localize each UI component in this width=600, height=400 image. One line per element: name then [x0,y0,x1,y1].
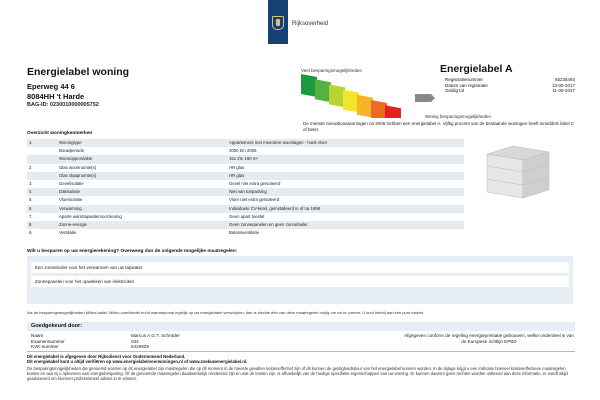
characteristic-number: 2. [29,164,33,170]
characteristic-name: Woonoppervlakte [59,156,93,162]
scale-band-d [343,90,359,113]
meta-value: 65235493 [554,77,575,82]
characteristic-number [27,147,55,155]
characteristic-number: 6. [29,205,33,211]
advisor-key: Naam [31,333,44,338]
advisor-key: Examennummer [31,338,65,344]
coat-of-arms-icon [272,16,284,30]
issued-line: Dit energielabel is afgegeven door Rijksdienst voor Ondernemend Nederland. [27,354,186,359]
meta-key: Registratienummer [445,77,484,82]
meta-key: Datum van registratie [445,82,488,88]
characteristic-row [27,229,464,237]
document-title: Energielabel woning [27,66,130,78]
advisor-value: 5429929 [131,344,149,350]
characteristic-name: Dakisolatie [59,189,81,195]
characteristic-row [27,180,464,188]
address-city: 8084HH 't Harde [27,92,85,101]
characteristics-table [27,139,464,237]
characteristic-number: 5. [29,197,33,203]
characteristic-value: 2000 t/m 2005 [229,148,257,154]
characteristic-value: Appartement met meerdere woonlagen - hoek vloer [229,140,328,145]
conformity-statement: Afgegeven conform de regeling energieprestatie gebouwen, welke onderdeel is van de Europese richtlijn EPBD [404,333,574,344]
address-street: Eperweg 44 6 [27,82,75,91]
characteristic-name: Woningtype [59,140,82,145]
characteristic-name: Glas slaapruimte(s) [59,172,97,178]
advice-footnote: Als de besparingsmogelijkheden Milieu-baliel, Milieu-combiketel en/of warmtepomp ingelijk op uw energielabel verschijnen, dan is slechts één van deze maatregelen nodig om uw te voeren. U kunt hierbij aan één punt maken. [27,310,425,315]
label-meta [445,77,575,94]
scale-band-e [357,95,373,118]
advisor-value: Marcus A.G.T. Schröder [131,333,180,338]
divider [27,351,575,352]
scale-top-label: Veel besparingsmogelijkheden [301,68,363,73]
energy-label-class: Energielabel A [440,63,513,75]
characteristic-row [27,139,464,147]
scale-band-g [385,105,401,118]
advisor-details [31,333,331,350]
advice-heading: Wilt u besparen op uw energierekening? Overweeg dan de volgende mogelijke maatregelen: [27,249,238,254]
advisor-row [31,344,331,350]
advisor-value: 034 [131,338,139,344]
meta-row [445,88,575,94]
characteristic-value: Geen zonnepanelen en geen zonneboiler [229,221,308,227]
scale-band-f [371,100,387,118]
characteristic-name: Glas woonruimte(s) [59,164,97,170]
characteristic-row [27,213,464,221]
characteristic-name: Verwarming [59,205,82,211]
characteristic-number [27,155,55,163]
characteristic-name: Zonne-energie [59,221,87,227]
characteristic-number: 4. [29,189,33,195]
characteristic-row [27,196,464,204]
meta-value: 13-09-2017 [551,82,575,88]
scale-band-c [329,84,345,107]
characteristic-name: Gevelisolatie [59,180,84,186]
current-class-arrow-icon [415,94,435,102]
characteristic-name: Aparte warmtapwatervoorziening [59,213,122,219]
characteristic-row [27,188,464,196]
disclaimer: De besparingsmogelijkheden die genoemd worden op dit energielabel zijn maatregelen die op dit moment in de meeste gevallen kosteneffectief zijn of dit kunnen de geldigheidsduur van het energielabel kunnen worden. In de bijlage krijgt u een indicatie hoeveel kosteneffectieve maatregelen kosten en wat zij u opleveren aan energiebesparing. Of de genoemde maatregelen daadwerkelijk renderend zijn en wat de kosten zijn, is afhankelijk van de huidige specifieke eigenschappen van uw woning. Er kunnen daarom geen rechten worden ontleend aan deze informatie, er wordt altijd geadviseerd om hierover professioneel advies in te winnen. [27,366,568,382]
characteristic-name: Ventilatie [59,230,77,236]
characteristic-number: 9. [29,230,33,236]
characteristic-name: Bouwperiode [59,148,85,154]
characteristic-value: Niet van toepassing [229,189,267,195]
approved-heading: Goedgekeurd door: [27,322,575,331]
characteristic-row [27,205,464,213]
scale-band-b [315,79,331,102]
scale-bottom-label: Weinig besparingsmogelijkheden [425,114,491,119]
characteristic-value: Vloer niet extra geïsoleerd [229,197,280,203]
label-explanation: De meeste nieuwbouwwoningen na 2006 hebben een energielabel A. Vijftig procent van de bestaande woningen heeft inmiddels label C of beter. [303,121,575,132]
advice-item: Zonnepanelen voor het opwekken van elektriciteit [31,276,569,287]
advice-box [27,256,573,304]
scale-band-a [301,74,317,97]
house-illustration-icon [483,140,553,202]
characteristic-row [27,155,464,163]
characteristics-heading: Overzicht woningkenmerken [27,131,93,136]
characteristic-value: HR glas [229,164,245,170]
organization-name: Rijksoverheid [292,21,329,27]
advisor-key: KVK-nummer [31,344,59,350]
energy-scale [297,72,437,118]
issued-by [27,354,575,365]
characteristic-row [27,164,464,172]
characteristic-row [27,221,464,229]
advice-item: Een zonneboiler voor het verwarmen van uw tapwater [31,262,569,273]
characteristic-value: Gevel niet extra geïsoleerd [229,180,281,186]
characteristic-number: 3. [29,180,33,186]
issued-line: Dit energielabel kunt u altijd verifiëren op www.energielabelvoorwoningen.nl of www.zoekuwenergielabel.nl. [27,359,248,365]
characteristic-number [27,172,55,180]
characteristic-name: Vloerisolatie [59,197,83,203]
bag-id: BAG-ID: 0230010000005752 [27,102,99,108]
meta-value: 11-09-2027 [552,88,575,94]
characteristic-number: 7. [29,213,33,219]
characteristic-value: 151 t/m 190 m² [229,156,258,162]
characteristic-value: HR glas [229,172,245,178]
characteristic-row [27,147,464,155]
characteristic-number: 8. [29,221,33,227]
characteristic-value: Balansventilatie [229,230,260,236]
meta-key: Geldig tot [445,88,465,94]
characteristic-value: Individuele CV-ketel, geïnstalleerd in of na 1998 [229,205,321,211]
characteristic-number: 1. [29,140,33,145]
characteristic-value: Geen apart toestel [229,213,265,219]
characteristic-row [27,172,464,180]
